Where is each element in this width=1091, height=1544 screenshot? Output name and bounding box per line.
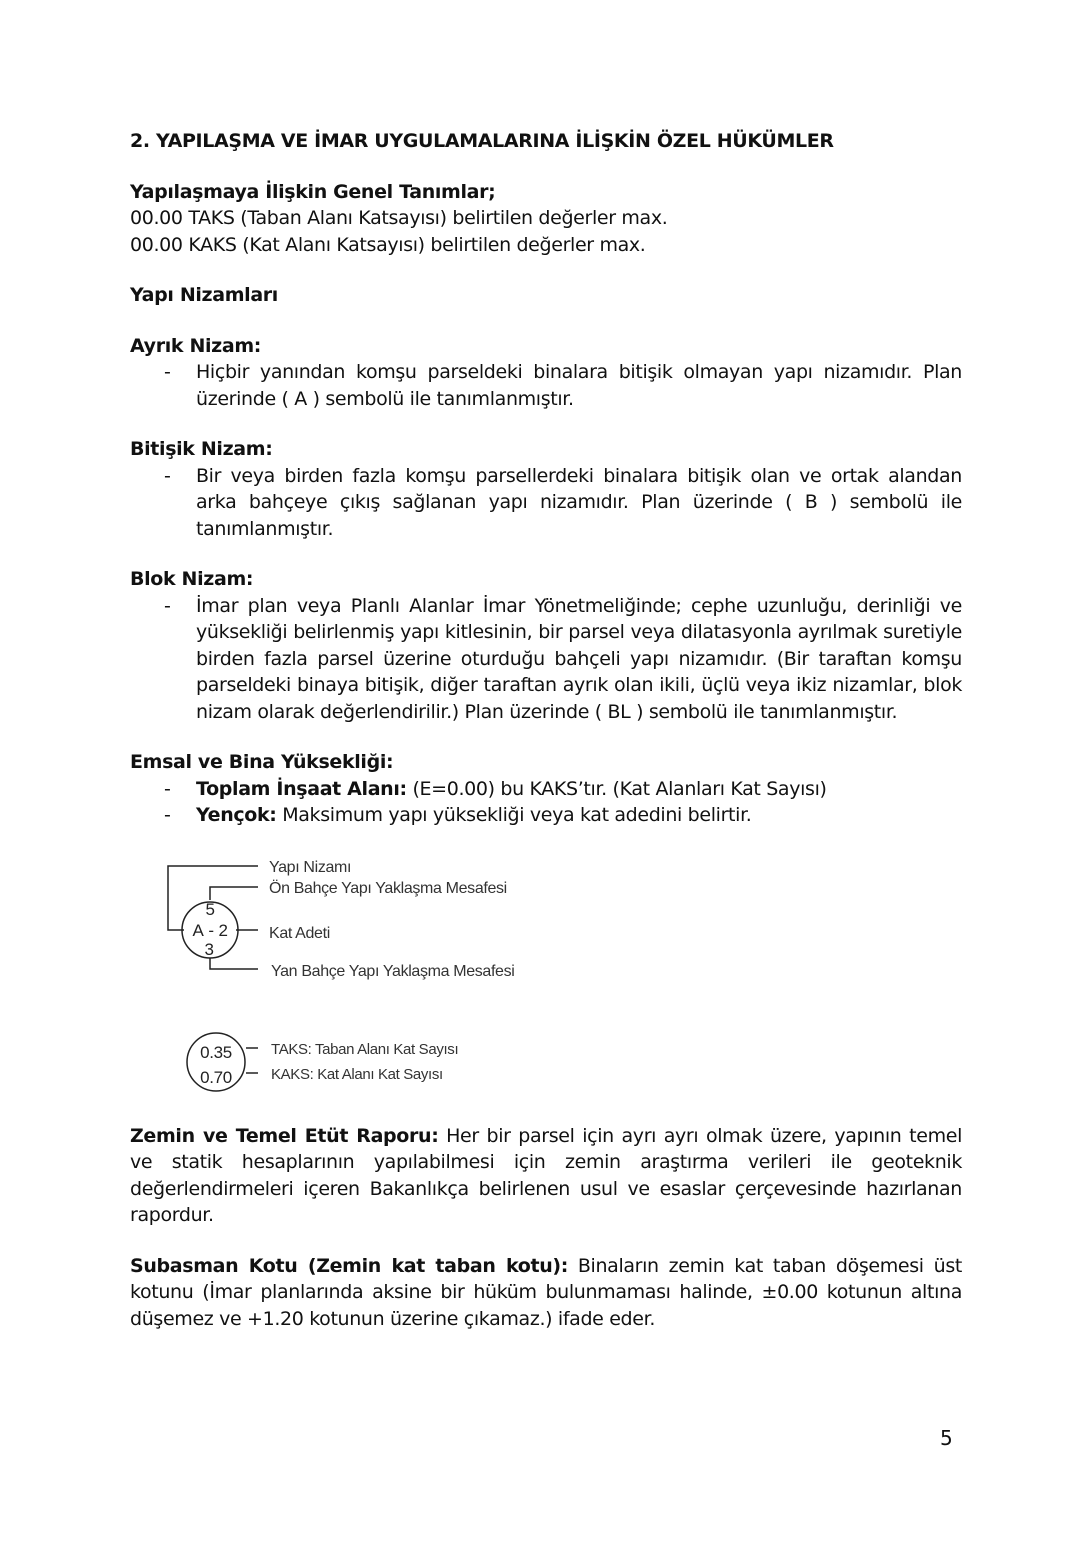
blok-nizam-item [130,593,962,726]
bullet-dash: - [164,777,171,800]
symbol-right-value: 2 [218,920,228,940]
blok-nizam-heading: Blok Nizam: [130,568,254,590]
page-content [130,128,962,1332]
kaks-definition-line: 00.00 KAKS (Kat Alanı Katsayısı) belirtilen değerler max. [130,233,646,256]
page-number: 5 [940,1426,953,1450]
ayrik-nizam-item [130,359,962,412]
label-kaks: KAKS: Kat Alanı Kat Sayısı [271,1065,443,1083]
toplam-insaat-label: Toplam İnşaat Alanı: [196,777,407,800]
bitisik-nizam-item [130,463,962,543]
bitisik-nizam-heading: Bitişik Nizam: [130,438,273,460]
zemin-etut-label: Zemin ve Temel Etüt Raporu: [130,1124,439,1147]
zemin-etut-paragraph [130,1123,962,1229]
subasman-label: Subasman Kotu (Zemin kat taban kotu): [130,1254,568,1277]
ayrik-nizam-heading: Ayrık Nizam: [130,334,262,357]
label-kat-adeti: Kat Adeti [269,924,330,942]
section-title: 2. YAPILAŞMA VE İMAR UYGULAMALARINA İLİŞKİN ÖZEL HÜKÜMLER [130,130,834,152]
emsal-heading: Emsal ve Bina Yüksekliği: [130,751,394,773]
bullet-dash: - [164,464,171,487]
symbol-bottom-value: 3 [204,939,214,959]
bitisik-nizam-text: Bir veya birden fazla komşu parsellerdeki binalara bitişik olan ve ortak alandan arka bahçeye çıkış sağlanan yapı nizamıdır. Plan üzerinde ( B ) sembolü ile tanımlanmıştır. [196,464,962,540]
yencok-text: Maksimum yapı yüksekliği veya kat adedini belirtir. [276,804,752,826]
symbol-top-value: 5 [205,899,215,919]
yencok-label: Yençok: [196,804,277,826]
subasman-text: Binaların zemin kat taban döşemesi üst kotunu (İmar planlarında aksine bir hüküm bulunmaması halinde, ±0.00 kotunun altına düşemez ve +1.20 kotunun üzerine çıkamaz.) ifade eder. [130,1254,962,1330]
bullet-dash: - [164,804,171,826]
toplam-insaat-text: (E=0.00) bu KAKS’tır. (Kat Alanları Kat Sayısı) [406,777,827,800]
kaks-value: 0.70 [200,1067,232,1087]
label-taks: TAKS: Taban Alanı Kat Sayısı [271,1040,459,1058]
subasman-paragraph [130,1253,962,1333]
zemin-etut-text: Her bir parsel için ayrı ayrı olmak üzere, yapının temel ve statik hesaplarının yapılabilmesi için zemin araştırma verileri ile geoteknik değerlendirmeleri içeren Bakanlıkça belirlenen usul ve esaslar çerçevesinde hazırlanan rapordur. [130,1124,962,1226]
plan-notation-diagram [130,851,962,1123]
yencok-item [130,802,962,829]
bullet-dash: - [164,361,171,383]
toplam-insaat-item [130,776,962,803]
ayrik-nizam-text: Hiçbir yanından komşu parseldeki binalara bitişik olmayan yapı nizamıdır. Plan üzerinde ( A ) sembolü ile tanımlanmıştır. [196,361,962,410]
symbol-left-value: A [192,920,204,940]
yapi-nizamlari-heading: Yapı Nizamları [130,284,278,306]
blok-nizam-text: İmar plan veya Planlı Alanlar İmar Yönetmeliğinde; cephe uzunluğu, derinliği ve yüksekliği belirlenmiş yapı kitlesinin, bir parsel veya dilatasyonla ayrılmak suretiyle birden fazla parsel üzerine oturduğu bahçeli yapı nizamıdır. (Bir taraftan komşu parseldeki binaya bitişik, diğer taraftan ayrık olan ikili, üçlü veya ikiz nizamlar, blok nizam olarak değerlendirilir.) Plan üzerinde ( BL ) sembolü ile tanımlanmıştır. [196,594,962,723]
label-on-bahce: Ön Bahçe Yapı Yaklaşma Mesafesi [269,879,507,897]
symbol-separator: - [208,920,214,940]
general-definitions-heading: Yapılaşmaya İlişkin Genel Tanımlar; [130,180,496,203]
taks-value: 0.35 [200,1042,232,1062]
bullet-dash: - [164,594,171,617]
label-yan-bahce: Yan Bahçe Yapı Yaklaşma Mesafesi [271,962,515,980]
taks-definition-line: 00.00 TAKS (Taban Alanı Katsayısı) belirtilen değerler max. [130,207,668,229]
notation-diagram-svg [130,851,962,1123]
label-yapi-nizami: Yapı Nizamı [269,858,352,876]
